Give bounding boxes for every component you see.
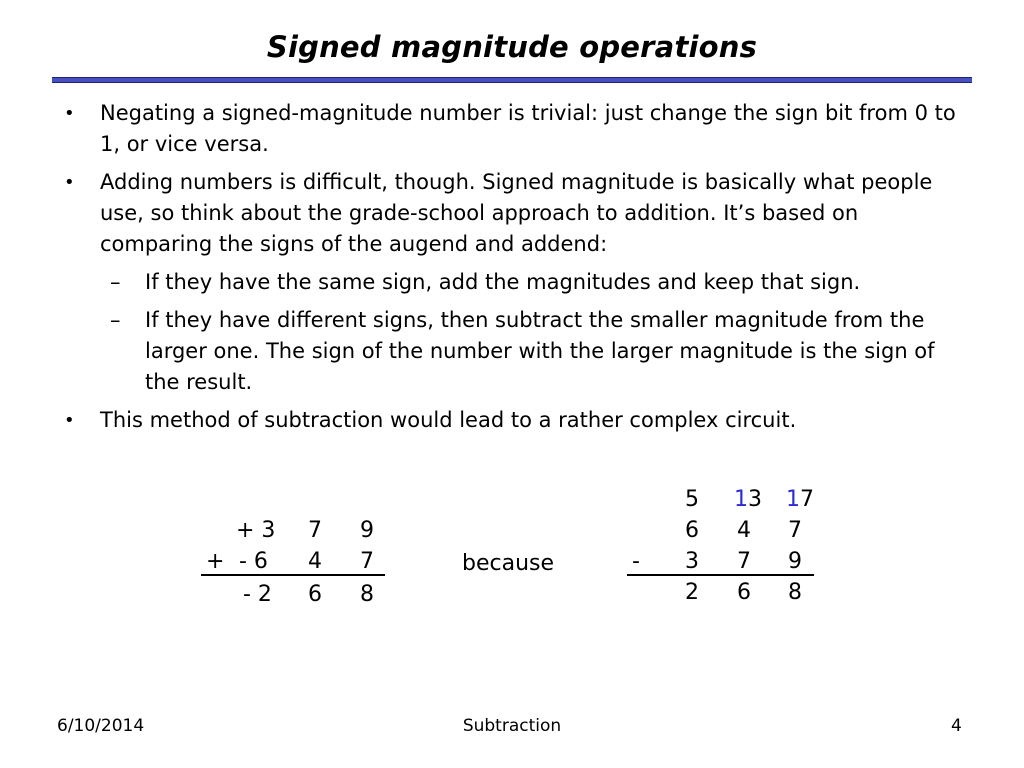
minuend-digit: 7 xyxy=(788,518,802,543)
bullet-icon: • xyxy=(64,103,75,124)
addend-1-digit: 9 xyxy=(360,518,374,543)
bullet-icon: • xyxy=(64,172,75,193)
difference-digit: 2 xyxy=(685,580,699,605)
difference-digit: 8 xyxy=(788,580,802,605)
difference-line xyxy=(627,574,814,576)
borrow-value: 3 xyxy=(748,487,762,512)
addend-2-sign-digit: - 6 xyxy=(239,549,268,574)
sum-sign-digit: - 2 xyxy=(243,582,272,607)
addend-2-digit: 4 xyxy=(308,549,322,574)
minuend-digit: 4 xyxy=(737,518,751,543)
subtrahend-digit: 7 xyxy=(737,549,751,574)
addend-2-digit: 7 xyxy=(360,549,374,574)
borrow-carry: 1 xyxy=(734,487,748,512)
page-number: 4 xyxy=(951,716,962,736)
because-label: because xyxy=(462,551,555,576)
addition-operator: + xyxy=(206,549,225,574)
subtraction-operator: - xyxy=(632,549,640,574)
borrow-carry: 1 xyxy=(786,487,800,512)
bullet-text: Negating a signed-magnitude number is trivial: just change the sign bit from 0 to 1, or vice versa. xyxy=(100,101,956,156)
addend-1-digit: 7 xyxy=(308,518,322,543)
footer-date: 6/10/2014 xyxy=(57,716,145,736)
slide-title: Signed magnitude operations xyxy=(266,30,758,64)
borrow-digit xyxy=(786,487,814,513)
bullet-item xyxy=(60,98,960,160)
bullet-text: This method of subtraction would lead to a rather complex circuit. xyxy=(100,408,797,432)
sum-digit: 6 xyxy=(308,582,322,607)
bullet-list xyxy=(60,98,960,443)
subbullet-item xyxy=(60,305,960,398)
dash-icon: – xyxy=(110,308,121,332)
subbullet-text: If they have the same sign, add the magnitudes and keep that sign. xyxy=(145,270,861,294)
bullet-item xyxy=(60,167,960,260)
bullet-item xyxy=(60,405,960,436)
dash-icon: – xyxy=(110,270,121,294)
title-divider xyxy=(52,77,972,83)
borrow-digit xyxy=(734,487,762,513)
borrow-value: 7 xyxy=(800,487,814,512)
minuend-digit: 6 xyxy=(685,518,699,543)
subbullet-item xyxy=(60,267,960,298)
difference-digit: 6 xyxy=(737,580,751,605)
subtrahend-digit: 3 xyxy=(685,549,699,574)
footer-topic: Subtraction xyxy=(462,716,562,736)
addend-1-sign-digit: + 3 xyxy=(236,518,276,543)
bullet-text: Adding numbers is difficult, though. Signed magnitude is basically what people use, so think about the grade-school approach to addition. It’s based on comparing the signs of the augend and addend: xyxy=(100,170,933,256)
sum-digit: 8 xyxy=(360,582,374,607)
bullet-icon: • xyxy=(64,410,75,431)
sum-line xyxy=(201,574,385,576)
subtrahend-digit: 9 xyxy=(788,549,802,574)
borrow-digit: 5 xyxy=(685,487,699,512)
subbullet-text: If they have different signs, then subtract the smaller magnitude from the larger one. The sign of the number with the larger magnitude is the sign of the result. xyxy=(145,308,935,394)
